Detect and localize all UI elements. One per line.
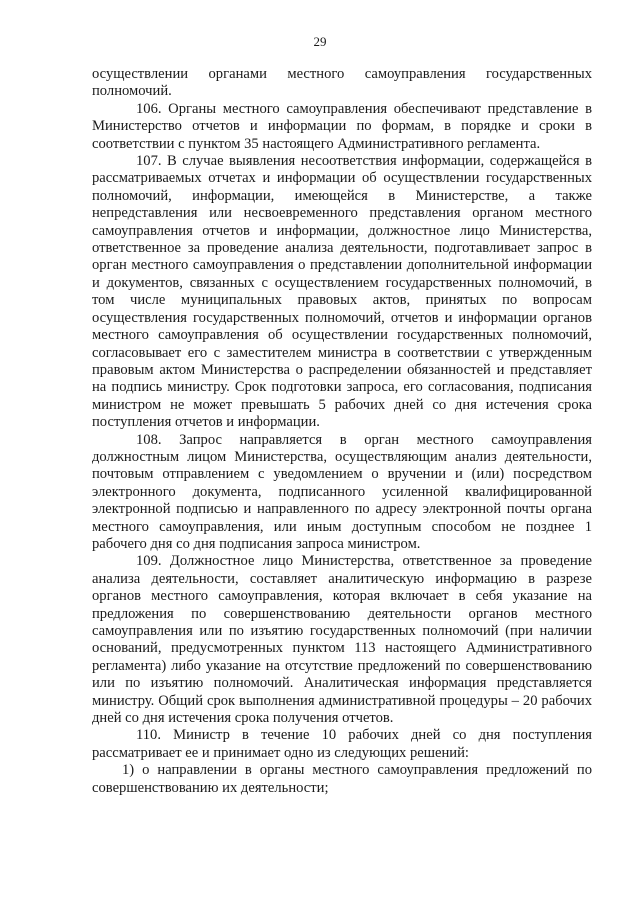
- document-body: [92, 66, 592, 797]
- paragraph-110: 110. Министр в течение 10 рабочих дней со дня поступления рассматривает ее и принимает одно из следующих решений:: [92, 727, 592, 761]
- paragraph-106: 106. Органы местного самоуправления обеспечивают представление в Министерство отчетов и информации по формам, в порядке и сроки в соответствии с пунктом 35 настоящего Административного регламента.: [92, 100, 592, 152]
- paragraph-109: 109. Должностное лицо Министерства, ответственное за проведение анализа деятельности, составляет аналитическую информацию в разрезе органов местного самоуправления, которая включает в себя указание на предложения по совершенствованию деятельности органов местного самоуправления или по изъятию государственных полномочий (при наличии оснований, предусмотренных пунктом 113 настоящего Административного регламента) либо указание на отсутствие предложений по совершенствованию или по изъятию полномочий. Аналитическая информация представляется министру. Общий срок выполнения административной процедуры – 20 рабочих дней со дня истечения срока получения отчетов.: [92, 553, 592, 727]
- paragraph-continuation: осуществлении органами местного самоуправления государственных полномочий.: [92, 66, 592, 100]
- paragraph-107: 107. В случае выявления несоответствия информации, содержащейся в рассматриваемых отчетах и информации об осуществлении государственных полномочий, информации, имеющейся в Министерстве, а также непредставления или несвоевременного представления органом местного самоуправления отчетов и информации, должностное лицо Министерства, ответственное за проведение анализа деятельности, подготавливает запрос в орган местного самоуправления о представлении дополнительной информации и документов, связанных с осуществлением государственных полномочий, в том числе муниципальных правовых актов, принятых по вопросам осуществления государственных полномочий, отчетов и информации органов местного самоуправления об осуществлении государственных полномочий, согласовывает его с заместителем министра в соответствии с утвержденным правовым актом Министерства о распределении обязанностей и представляет на подпись министру. Срок подготовки запроса, его согласования, подписания министром не может превышать 5 рабочих дней со дня истечения срока поступления отчетов и информации.: [92, 153, 592, 431]
- page-number: 29: [313, 34, 327, 49]
- paragraph-108: 108. Запрос направляется в орган местного самоуправления должностным лицом Министерства, осуществляющим анализ деятельности, почтовым отправлением с уведомлением о вручении и (или) посредством электронного документа, подписанного усиленной квалифицированной электронной подписью и направленного по адресу электронной почты органа местного самоуправления, или иным доступным способом не позднее 1 рабочего дня со дня подписания запроса министром.: [92, 431, 592, 552]
- list-item-1: 1) о направлении в органы местного самоуправления предложений по совершенствованию их деятельности;: [92, 762, 592, 796]
